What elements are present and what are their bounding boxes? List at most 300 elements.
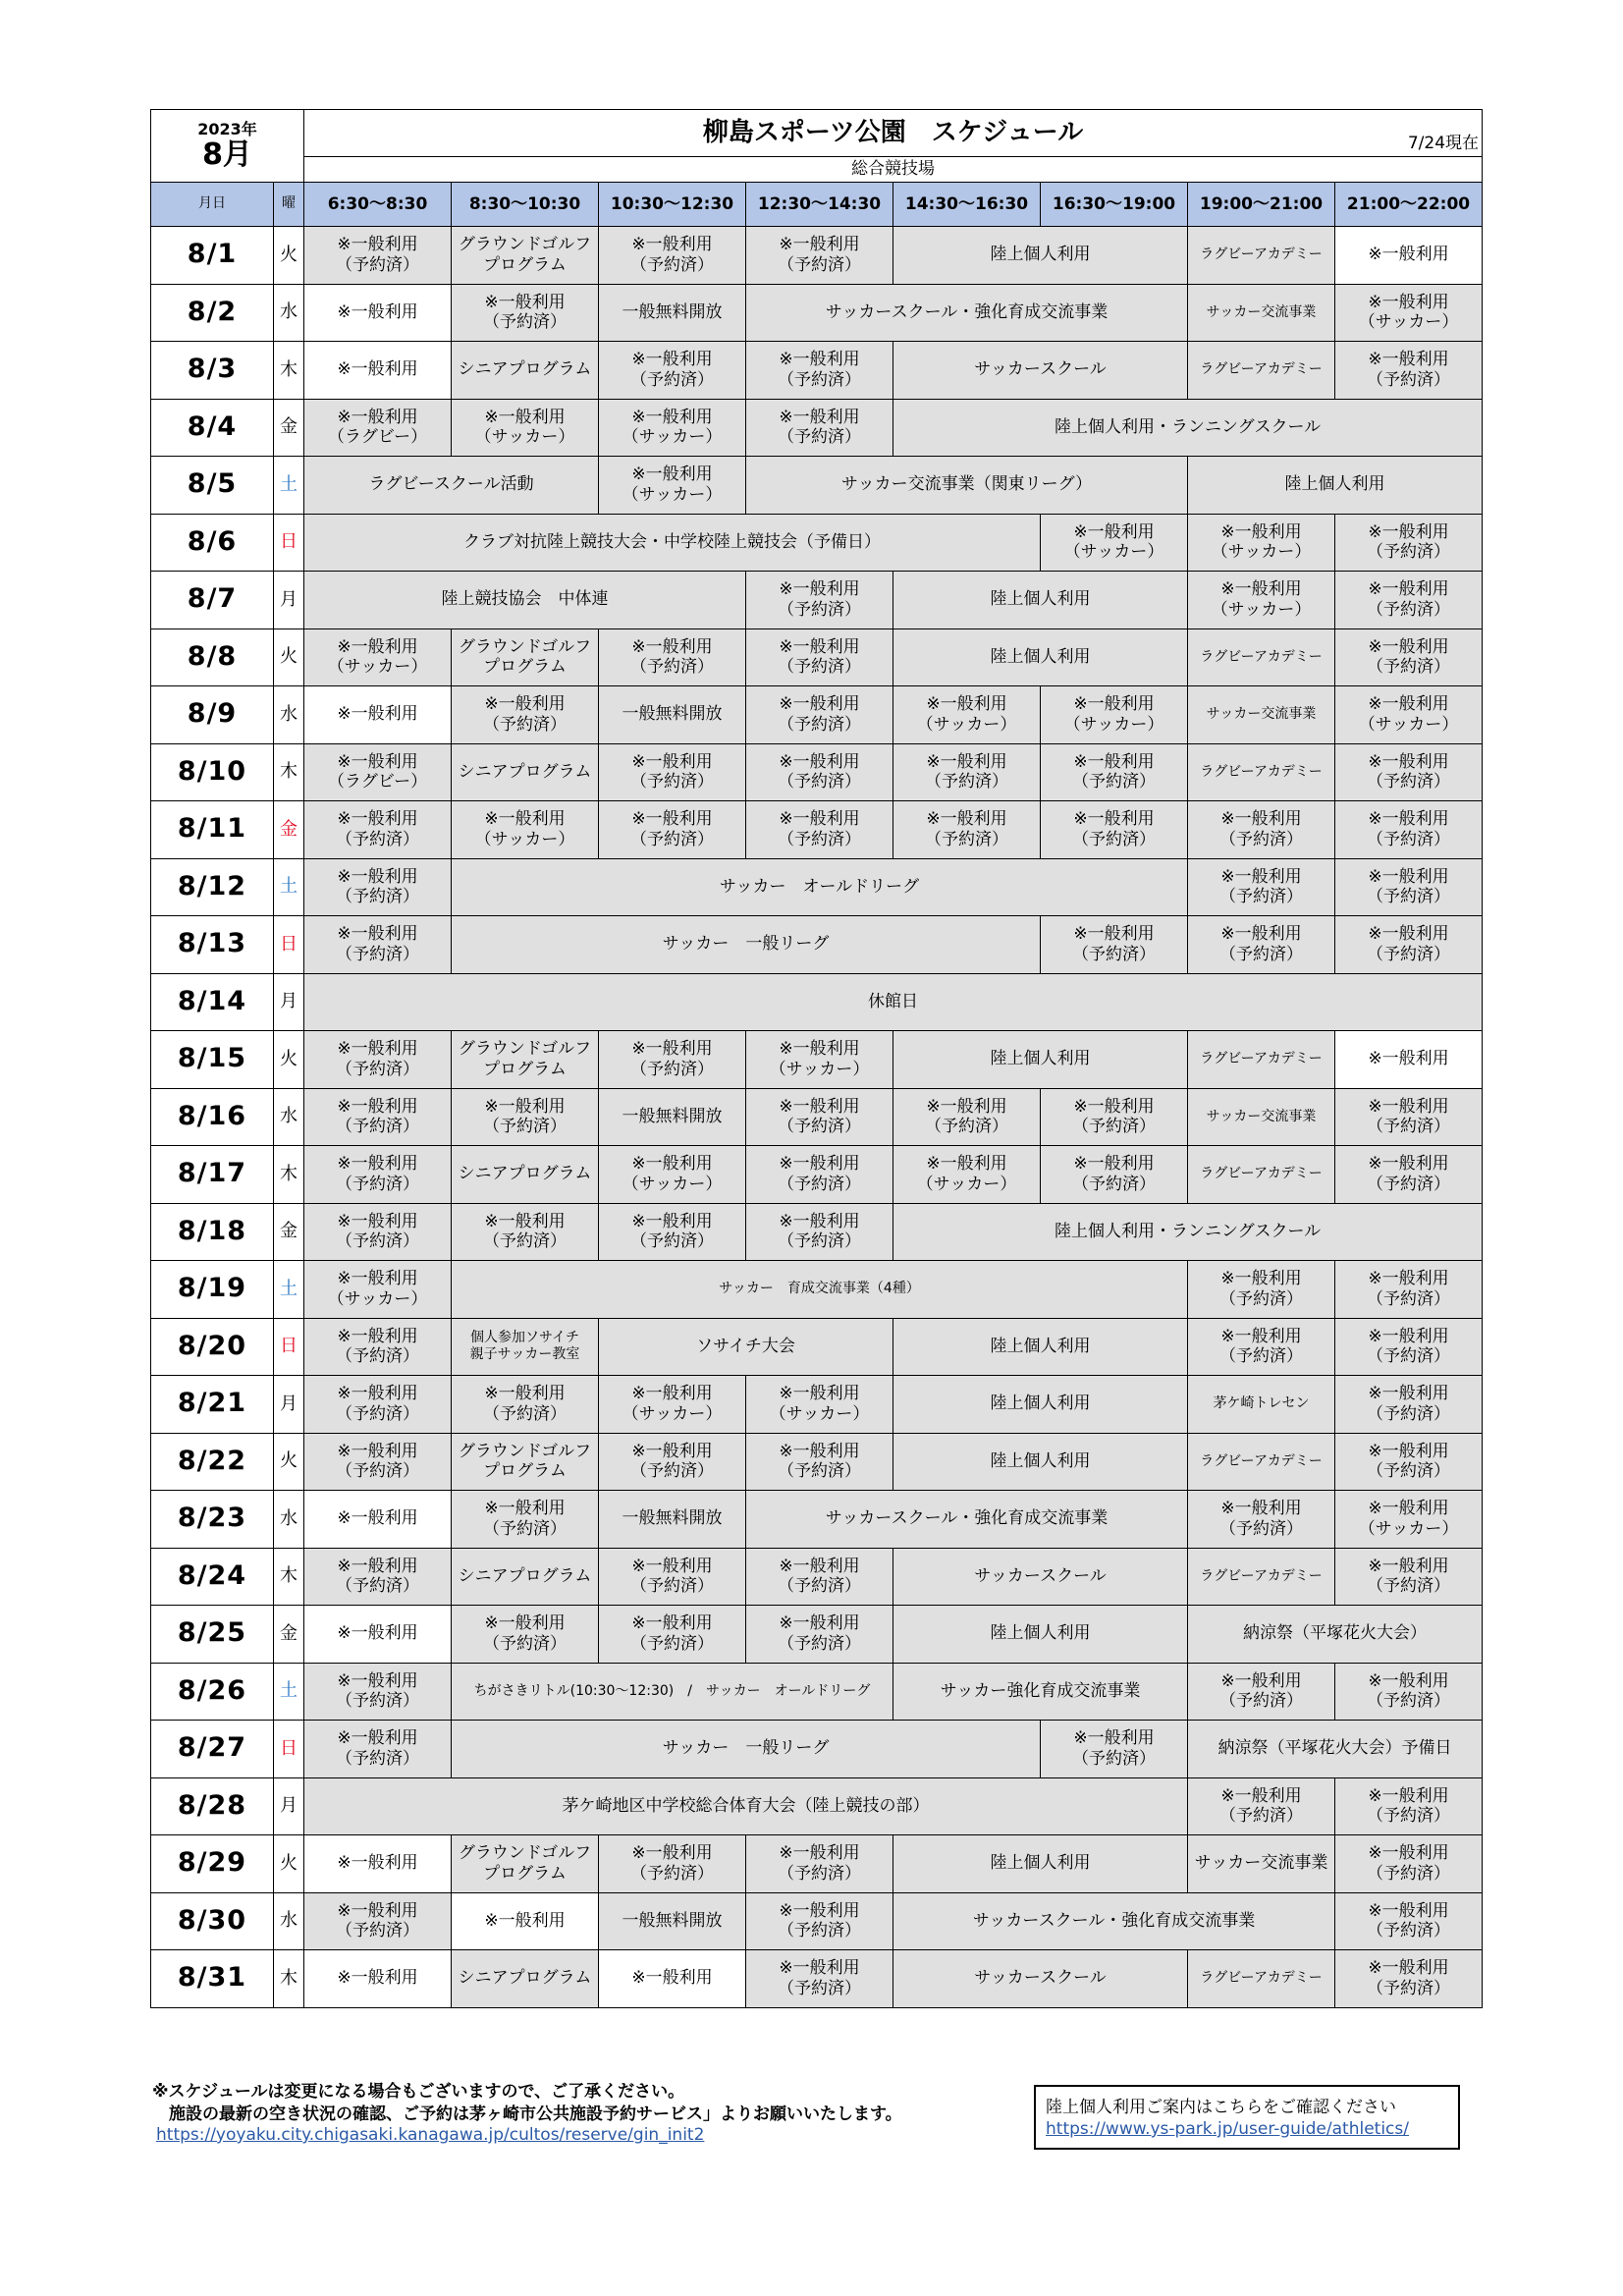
slot-cell: ※一般利用 （予約済）: [304, 227, 452, 285]
date-cell: 8/14: [151, 973, 274, 1031]
slot-cell: ※一般利用 （サッカー）: [452, 801, 599, 859]
slot-cell: 陸上個人利用: [893, 1318, 1188, 1376]
month-label: 8月: [202, 137, 252, 172]
schedule-change-note: ※スケジュールは変更になる場合もございますので、ご了承ください。: [152, 2082, 685, 2102]
slot-cell: ※一般利用 （予約済）: [452, 1491, 599, 1549]
slot-cell: サッカースクール: [893, 1548, 1188, 1606]
slot-cell: ※一般利用 （予約済）: [1335, 801, 1483, 859]
slot-cell: 陸上個人利用: [893, 1606, 1188, 1664]
weekday-cell: 月: [274, 1777, 304, 1835]
column-header-slot: 12:30～14:30: [746, 183, 893, 227]
schedule-row: [151, 572, 1483, 629]
slot-cell: ※一般利用 （サッカー）: [452, 399, 599, 457]
slot-cell: ※一般利用 （予約済）: [304, 1088, 452, 1146]
slot-cell: ※一般利用 （サッカー）: [1335, 1491, 1483, 1549]
date-cell: 8/20: [151, 1318, 274, 1376]
slot-cell: シニアプログラム: [452, 342, 599, 400]
slot-cell: ※一般利用 （ラグビー）: [304, 399, 452, 457]
slot-cell: ※一般利用: [304, 1835, 452, 1893]
slot-cell: ※一般利用 （予約済）: [599, 1606, 746, 1664]
slot-cell: ※一般利用: [304, 284, 452, 342]
slot-cell: ※一般利用 （予約済）: [1335, 1318, 1483, 1376]
slot-cell: ※一般利用 （予約済）: [746, 801, 893, 859]
weekday-cell: 月: [274, 1376, 304, 1434]
slot-cell: ※一般利用 （予約済）: [1335, 1146, 1483, 1204]
slot-cell: ※一般利用: [304, 1950, 452, 2008]
slot-cell: グラウンドゴルフ プログラム: [452, 629, 599, 686]
date-cell: 8/10: [151, 743, 274, 801]
date-cell: 8/5: [151, 457, 274, 515]
schedule-row: [151, 514, 1483, 572]
slot-cell: ※一般利用 （予約済）: [746, 629, 893, 686]
weekday-cell: 月: [274, 973, 304, 1031]
slot-cell: ※一般利用 （予約済）: [304, 1376, 452, 1434]
slot-cell: サッカー交流事業: [1188, 686, 1335, 744]
date-cell: 8/2: [151, 284, 274, 342]
slot-cell: ※一般利用 （予約済）: [304, 916, 452, 974]
slot-cell: 一般無料開放: [599, 284, 746, 342]
date-cell: 8/31: [151, 1950, 274, 2008]
slot-cell: シニアプログラム: [452, 743, 599, 801]
slot-cell: ※一般利用 （予約済）: [599, 1433, 746, 1491]
weekday-cell: 水: [274, 284, 304, 342]
reservation-note: 施設の最新の空き状況の確認、ご予約は茅ヶ崎市公共施設予約サービス」よりお願いいたします。: [152, 2105, 902, 2124]
slot-cell: ※一般利用 （予約済）: [1335, 514, 1483, 572]
slot-cell: ※一般利用 （予約済）: [746, 1892, 893, 1950]
slot-cell: ※一般利用 （予約済）: [1188, 1318, 1335, 1376]
slot-cell: サッカー強化育成交流事業: [893, 1663, 1188, 1721]
slot-cell: 陸上個人利用: [893, 572, 1188, 629]
date-cell: 8/16: [151, 1088, 274, 1146]
slot-cell: ※一般利用 （予約済）: [599, 1203, 746, 1261]
weekday-cell: 日: [274, 1318, 304, 1376]
slot-cell: ※一般利用 （予約済）: [304, 858, 452, 916]
slot-cell: ※一般利用 （予約済）: [304, 1318, 452, 1376]
weekday-cell: 日: [274, 514, 304, 572]
schedule-row: [151, 686, 1483, 744]
schedule-row: [151, 1721, 1483, 1778]
date-cell: 8/4: [151, 399, 274, 457]
schedule-row: [151, 1777, 1483, 1835]
weekday-cell: 水: [274, 686, 304, 744]
weekday-cell: 木: [274, 743, 304, 801]
slot-cell: ※一般利用: [452, 1892, 599, 1950]
schedule-row: [151, 629, 1483, 686]
slot-cell: 個人参加ソサイチ 親子サッカー教室: [452, 1318, 599, 1376]
slot-cell: ※一般利用: [304, 1606, 452, 1664]
slot-cell: ※一般利用 （予約済）: [1335, 342, 1483, 400]
slot-cell: 陸上個人利用・ランニングスクール: [893, 1203, 1483, 1261]
weekday-cell: 水: [274, 1491, 304, 1549]
schedule-row: [151, 1548, 1483, 1606]
weekday-cell: 金: [274, 1203, 304, 1261]
column-header-slot: 19:00～21:00: [1188, 183, 1335, 227]
date-cell: 8/26: [151, 1663, 274, 1721]
date-cell: 8/13: [151, 916, 274, 974]
weekday-cell: 月: [274, 572, 304, 629]
slot-cell: ※一般利用 （予約済）: [1335, 572, 1483, 629]
slot-cell: 納涼祭（平塚花火大会）: [1188, 1606, 1483, 1664]
slot-cell: ※一般利用 （予約済）: [304, 1146, 452, 1204]
slot-cell: ※一般利用 （サッカー）: [746, 1031, 893, 1089]
slot-cell: グラウンドゴルフ プログラム: [452, 1835, 599, 1893]
slot-cell: サッカー 育成交流事業（4種）: [452, 1261, 1188, 1319]
slot-cell: 陸上個人利用: [893, 1376, 1188, 1434]
slot-cell: ※一般利用 （予約済）: [746, 743, 893, 801]
slot-cell: サッカースクール・強化育成交流事業: [746, 1491, 1188, 1549]
weekday-cell: 木: [274, 342, 304, 400]
slot-cell: ※一般利用 （予約済）: [1335, 1663, 1483, 1721]
slot-cell: ※一般利用 （サッカー）: [599, 457, 746, 515]
slot-cell: ※一般利用 （予約済）: [1335, 1950, 1483, 2008]
slot-cell: ※一般利用 （予約済）: [304, 1663, 452, 1721]
slot-cell: ラグビーアカデミー: [1188, 629, 1335, 686]
slot-cell: ※一般利用 （予約済）: [599, 227, 746, 285]
slot-cell: ※一般利用 （サッカー）: [746, 1376, 893, 1434]
weekday-cell: 日: [274, 1721, 304, 1778]
weekday-cell: 日: [274, 916, 304, 974]
slot-cell: 一般無料開放: [599, 1088, 746, 1146]
date-cell: 8/30: [151, 1892, 274, 1950]
weekday-cell: 土: [274, 1663, 304, 1721]
slot-cell: ※一般利用 （予約済）: [452, 1203, 599, 1261]
schedule-row: [151, 1318, 1483, 1376]
slot-cell: 陸上個人利用: [893, 1031, 1188, 1089]
slot-cell: ※一般利用 （予約済）: [599, 801, 746, 859]
schedule-row: [151, 1433, 1483, 1491]
slot-cell: ※一般利用 （予約済）: [746, 572, 893, 629]
slot-cell: ※一般利用 （予約済）: [304, 1892, 452, 1950]
date-cell: 8/3: [151, 342, 274, 400]
slot-cell: ※一般利用 （予約済）: [1188, 801, 1335, 859]
slot-cell: ※一般利用: [304, 342, 452, 400]
date-cell: 8/21: [151, 1376, 274, 1434]
weekday-cell: 火: [274, 1433, 304, 1491]
slot-cell: ※一般利用 （サッカー）: [1041, 686, 1188, 744]
slot-cell: ※一般利用 （予約済）: [452, 1606, 599, 1664]
slot-cell: ラグビースクール活動: [304, 457, 599, 515]
slot-cell: ※一般利用 （予約済）: [304, 1548, 452, 1606]
slot-cell: ※一般利用 （予約済）: [746, 227, 893, 285]
slot-cell: ※一般利用 （予約済）: [893, 743, 1041, 801]
date-cell: 8/17: [151, 1146, 274, 1204]
slot-cell: ※一般利用 （予約済）: [304, 1031, 452, 1089]
date-cell: 8/29: [151, 1835, 274, 1893]
slot-cell: ※一般利用 （予約済）: [599, 743, 746, 801]
slot-cell: ※一般利用 （サッカー）: [599, 1146, 746, 1204]
slot-cell: シニアプログラム: [452, 1548, 599, 1606]
slot-cell: 陸上個人利用: [893, 629, 1188, 686]
slot-cell: ※一般利用 （予約済）: [1335, 629, 1483, 686]
slot-cell: ※一般利用 （予約済）: [452, 686, 599, 744]
athletics-info-link[interactable]: https://www.ys-park.jp/user-guide/athletics/: [1046, 2119, 1409, 2139]
slot-cell: ※一般利用 （予約済）: [746, 1088, 893, 1146]
slot-cell: サッカー 一般リーグ: [452, 916, 1041, 974]
slot-cell: ※一般利用 （予約済）: [1188, 1261, 1335, 1319]
slot-cell: 陸上個人利用: [893, 1433, 1188, 1491]
slot-cell: ※一般利用 （サッカー）: [599, 1376, 746, 1434]
slot-cell: 陸上個人利用: [1188, 457, 1483, 515]
schedule-row: [151, 743, 1483, 801]
slot-cell: ※一般利用 （サッカー）: [1335, 284, 1483, 342]
column-header-slot: 14:30～16:30: [893, 183, 1041, 227]
column-header-slot: 8:30～10:30: [452, 183, 599, 227]
weekday-cell: 火: [274, 1031, 304, 1089]
slot-cell: 陸上競技協会 中体連: [304, 572, 746, 629]
date-cell: 8/15: [151, 1031, 274, 1089]
schedule-row: [151, 858, 1483, 916]
weekday-cell: 木: [274, 1548, 304, 1606]
schedule-row: [151, 801, 1483, 859]
slot-cell: ※一般利用 （予約済）: [746, 342, 893, 400]
slot-cell: ※一般利用: [304, 1491, 452, 1549]
date-cell: 8/8: [151, 629, 274, 686]
slot-cell: ※一般利用 （予約済）: [746, 1433, 893, 1491]
slot-cell: シニアプログラム: [452, 1146, 599, 1204]
as-of-date: 7/24現在: [1407, 134, 1480, 154]
slot-cell: ※一般利用 （予約済）: [304, 1433, 452, 1491]
schedule-row: [151, 1146, 1483, 1204]
athletics-info-box: [1034, 2085, 1460, 2150]
slot-cell: ※一般利用 （予約済）: [1335, 858, 1483, 916]
slot-cell: ※一般利用 （予約済）: [599, 342, 746, 400]
schedule-row: [151, 1663, 1483, 1721]
weekday-cell: 水: [274, 1892, 304, 1950]
slot-cell: ※一般利用 （予約済）: [1041, 1146, 1188, 1204]
slot-cell: ラグビーアカデミー: [1188, 227, 1335, 285]
slot-cell: クラブ対抗陸上競技大会・中学校陸上競技会（予備日）: [304, 514, 1041, 572]
slot-cell: ラグビーアカデミー: [1188, 1031, 1335, 1089]
facility-name: 総合競技場: [304, 157, 1483, 183]
slot-cell: グラウンドゴルフ プログラム: [452, 1031, 599, 1089]
slot-cell: 茅ケ崎トレセン: [1188, 1376, 1335, 1434]
year-month-cell: [151, 110, 304, 183]
slot-cell: ※一般利用 （予約済）: [746, 1548, 893, 1606]
slot-cell: ラグビーアカデミー: [1188, 1548, 1335, 1606]
slot-cell: ※一般利用 （サッカー）: [1188, 514, 1335, 572]
slot-cell: ※一般利用 （サッカー）: [1188, 572, 1335, 629]
page-title: 柳島スポーツ公園 スケジュール: [702, 117, 1084, 147]
slot-cell: ※一般利用: [1335, 227, 1483, 285]
slot-cell: ※一般利用 （サッカー）: [304, 1261, 452, 1319]
schedule-row: [151, 1376, 1483, 1434]
schedule-sheet: [150, 109, 1482, 2008]
schedule-row: [151, 1892, 1483, 1950]
slot-cell: ※一般利用 （予約済）: [1335, 1088, 1483, 1146]
date-cell: 8/18: [151, 1203, 274, 1261]
slot-cell: ※一般利用 （予約済）: [1335, 1433, 1483, 1491]
slot-cell: ※一般利用 （サッカー）: [893, 686, 1041, 744]
weekday-cell: 土: [274, 457, 304, 515]
slot-cell: ラグビーアカデミー: [1188, 743, 1335, 801]
footer: [150, 2077, 1486, 2156]
weekday-cell: 火: [274, 629, 304, 686]
slot-cell: ラグビーアカデミー: [1188, 1950, 1335, 2008]
slot-cell: ※一般利用 （予約済）: [1335, 1261, 1483, 1319]
slot-cell: ラグビーアカデミー: [1188, 342, 1335, 400]
slot-cell: 納涼祭（平塚花火大会）予備日: [1188, 1721, 1483, 1778]
slot-cell: ※一般利用 （予約済）: [599, 1835, 746, 1893]
slot-cell: ※一般利用 （予約済）: [746, 1146, 893, 1204]
slot-cell: ソサイチ大会: [599, 1318, 893, 1376]
slot-cell: ※一般利用 （予約済）: [1041, 1088, 1188, 1146]
date-cell: 8/23: [151, 1491, 274, 1549]
slot-cell: ※一般利用 （予約済）: [1335, 1892, 1483, 1950]
slot-cell: ※一般利用 （予約済）: [452, 1376, 599, 1434]
date-cell: 8/9: [151, 686, 274, 744]
schedule-row: [151, 1606, 1483, 1664]
slot-cell: ※一般利用 （予約済）: [746, 1835, 893, 1893]
slot-cell: サッカー交流事業: [1188, 1088, 1335, 1146]
date-cell: 8/27: [151, 1721, 274, 1778]
slot-cell: ※一般利用 （予約済）: [1335, 916, 1483, 974]
slot-cell: ※一般利用 （予約済）: [746, 1203, 893, 1261]
slot-cell: サッカースクール: [893, 342, 1188, 400]
weekday-cell: 火: [274, 227, 304, 285]
title-cell: [304, 110, 1483, 157]
slot-cell: ※一般利用: [1335, 1031, 1483, 1089]
slot-cell: サッカースクール・強化育成交流事業: [893, 1892, 1335, 1950]
slot-cell: 休館日: [304, 973, 1483, 1031]
slot-cell: ※一般利用 （予約済）: [599, 1031, 746, 1089]
slot-cell: ※一般利用 （サッカー）: [893, 1146, 1041, 1204]
slot-cell: ※一般利用: [599, 1950, 746, 2008]
slot-cell: ※一般利用 （予約済）: [304, 801, 452, 859]
slot-cell: ※一般利用 （予約済）: [1335, 1376, 1483, 1434]
schedule-row: [151, 399, 1483, 457]
year-label: 2023年: [197, 120, 257, 139]
slot-cell: シニアプログラム: [452, 1950, 599, 2008]
slot-cell: ※一般利用 （予約済）: [746, 1950, 893, 2008]
slot-cell: ラグビーアカデミー: [1188, 1433, 1335, 1491]
slot-cell: 一般無料開放: [599, 1892, 746, 1950]
schedule-table: [150, 109, 1483, 2008]
date-cell: 8/12: [151, 858, 274, 916]
slot-cell: ※一般利用 （予約済）: [1335, 1835, 1483, 1893]
date-cell: 8/6: [151, 514, 274, 572]
weekday-cell: 水: [274, 1088, 304, 1146]
date-cell: 8/11: [151, 801, 274, 859]
slot-cell: ※一般利用 （予約済）: [893, 1088, 1041, 1146]
weekday-cell: 金: [274, 801, 304, 859]
slot-cell: ※一般利用 （予約済）: [746, 686, 893, 744]
slot-cell: ※一般利用 （予約済）: [1335, 743, 1483, 801]
date-cell: 8/24: [151, 1548, 274, 1606]
slot-cell: サッカー オールドリーグ: [452, 858, 1188, 916]
slot-cell: ※一般利用 （予約済）: [746, 1606, 893, 1664]
slot-cell: 一般無料開放: [599, 686, 746, 744]
slot-cell: ※一般利用 （予約済）: [304, 1721, 452, 1778]
slot-cell: ※一般利用 （予約済）: [893, 801, 1041, 859]
schedule-row: [151, 1835, 1483, 1893]
athletics-info-label: 陸上個人利用ご案内はこちらをご確認ください: [1046, 2098, 1396, 2117]
schedule-row: [151, 916, 1483, 974]
slot-cell: 茅ケ崎地区中学校総合体育大会（陸上競技の部）: [304, 1777, 1188, 1835]
slot-cell: 陸上個人利用: [893, 1835, 1188, 1893]
slot-cell: ※一般利用 （予約済）: [304, 1203, 452, 1261]
schedule-row: [151, 1261, 1483, 1319]
slot-cell: サッカー交流事業: [1188, 1835, 1335, 1893]
column-header-dow: 曜: [274, 183, 304, 227]
date-cell: 8/25: [151, 1606, 274, 1664]
schedule-row: [151, 1950, 1483, 2008]
column-header-date: 月日: [151, 183, 274, 227]
date-cell: 8/22: [151, 1433, 274, 1491]
slot-cell: ちがさきリトル(10:30～12:30) / サッカー オールドリーグ: [452, 1663, 893, 1721]
weekday-cell: 土: [274, 858, 304, 916]
slot-cell: ※一般利用 （予約済）: [1188, 858, 1335, 916]
slot-cell: ※一般利用 （予約済）: [452, 1088, 599, 1146]
slot-cell: ※一般利用 （予約済）: [1188, 916, 1335, 974]
slot-cell: ※一般利用 （予約済）: [1041, 916, 1188, 974]
column-header-slot: 21:00～22:00: [1335, 183, 1483, 227]
column-header-slot: 16:30～19:00: [1041, 183, 1188, 227]
date-cell: 8/1: [151, 227, 274, 285]
schedule-row: [151, 457, 1483, 515]
weekday-cell: 木: [274, 1950, 304, 2008]
slot-cell: ※一般利用 （予約済）: [746, 399, 893, 457]
slot-cell: ※一般利用 （予約済）: [452, 284, 599, 342]
slot-cell: サッカー 一般リーグ: [452, 1721, 1041, 1778]
slot-cell: サッカースクール: [893, 1950, 1188, 2008]
slot-cell: ※一般利用 （予約済）: [1188, 1663, 1335, 1721]
schedule-row: [151, 1203, 1483, 1261]
slot-cell: 陸上個人利用: [893, 227, 1188, 285]
schedule-row: [151, 227, 1483, 285]
slot-cell: ※一般利用 （サッカー）: [1041, 514, 1188, 572]
slot-cell: サッカースクール・強化育成交流事業: [746, 284, 1188, 342]
slot-cell: グラウンドゴルフ プログラム: [452, 1433, 599, 1491]
schedule-row: [151, 342, 1483, 400]
slot-cell: ※一般利用 （予約済）: [1041, 743, 1188, 801]
weekday-cell: 木: [274, 1146, 304, 1204]
slot-cell: ※一般利用 （予約済）: [1335, 1777, 1483, 1835]
slot-cell: ※一般利用 （サッカー）: [1335, 686, 1483, 744]
slot-cell: ※一般利用 （予約済）: [599, 629, 746, 686]
schedule-row: [151, 973, 1483, 1031]
slot-cell: 一般無料開放: [599, 1491, 746, 1549]
slot-cell: ※一般利用 （予約済）: [1041, 801, 1188, 859]
weekday-cell: 火: [274, 1835, 304, 1893]
slot-cell: ※一般利用: [304, 686, 452, 744]
weekday-cell: 土: [274, 1261, 304, 1319]
slot-cell: サッカー交流事業（関東リーグ）: [746, 457, 1188, 515]
column-header-slot: 10:30～12:30: [599, 183, 746, 227]
weekday-cell: 金: [274, 1606, 304, 1664]
reservation-link[interactable]: https://yoyaku.city.chigasaki.kanagawa.jp/cultos/reserve/gin_init2: [156, 2125, 705, 2145]
schedule-row: [151, 284, 1483, 342]
slot-cell: ※一般利用 （予約済）: [1041, 1721, 1188, 1778]
weekday-cell: 金: [274, 399, 304, 457]
slot-cell: ※一般利用 （予約済）: [1188, 1491, 1335, 1549]
slot-cell: ※一般利用 （ラグビー）: [304, 743, 452, 801]
slot-cell: ※一般利用 （予約済）: [1188, 1777, 1335, 1835]
slot-cell: ※一般利用 （サッカー）: [304, 629, 452, 686]
schedule-row: [151, 1088, 1483, 1146]
date-cell: 8/7: [151, 572, 274, 629]
column-header-slot: 6:30～8:30: [304, 183, 452, 227]
slot-cell: ラグビーアカデミー: [1188, 1146, 1335, 1204]
slot-cell: グラウンドゴルフ プログラム: [452, 227, 599, 285]
slot-cell: ※一般利用 （予約済）: [599, 1548, 746, 1606]
slot-cell: 陸上個人利用・ランニングスクール: [893, 399, 1483, 457]
slot-cell: ※一般利用 （サッカー）: [599, 399, 746, 457]
slot-cell: ※一般利用 （予約済）: [1335, 1548, 1483, 1606]
date-cell: 8/28: [151, 1777, 274, 1835]
slot-cell: サッカー交流事業: [1188, 284, 1335, 342]
schedule-row: [151, 1031, 1483, 1089]
schedule-row: [151, 1491, 1483, 1549]
